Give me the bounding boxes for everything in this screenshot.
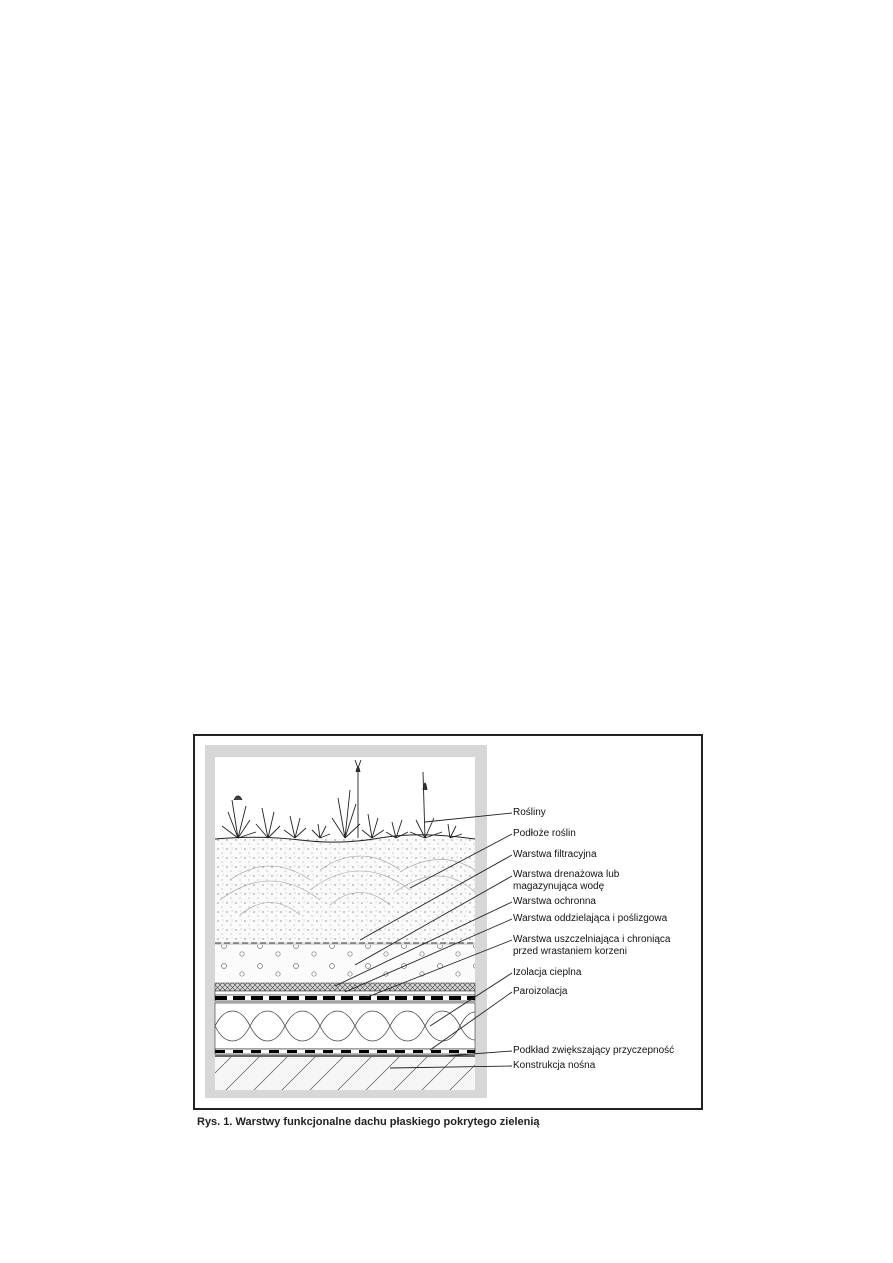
label-vapor: Paroizolacja (513, 986, 568, 997)
label-substrate: Podłoże roślin (513, 828, 576, 839)
label-sealing-line2: przed wrastaniem korzeni (513, 946, 627, 957)
label-adhesion: Podkład zwiększający przyczepność (513, 1045, 675, 1056)
sealing-layer (215, 995, 475, 1001)
vapor-layer (215, 1049, 475, 1054)
drainage-layer (215, 945, 475, 983)
protective-layer (215, 983, 475, 991)
label-separating: Warstwa oddzielająca i poślizgowa (513, 913, 668, 924)
label-drainage-line2: magazynująca wodę (513, 881, 605, 892)
insulation-layer (215, 1003, 475, 1049)
plants-zone (215, 757, 475, 839)
label-insulation: Izolacja cieplna (513, 967, 582, 978)
label-sealing: Warstwa uszczelniająca i chroniąca (513, 934, 671, 945)
label-drainage: Warstwa drenażowa lub (513, 869, 620, 880)
label-protective: Warstwa ochronna (513, 896, 596, 907)
structure-layer (215, 1057, 475, 1090)
label-plants: Rośliny (513, 807, 546, 818)
label-structure: Konstrukcja nośna (513, 1060, 596, 1071)
figure-caption: Rys. 1. Warstwy funkcjonalne dachu płaskiego pokrytego zielenią (197, 1116, 540, 1128)
label-filter: Warstwa filtracyjna (513, 849, 597, 860)
substrate-layer (215, 839, 475, 943)
